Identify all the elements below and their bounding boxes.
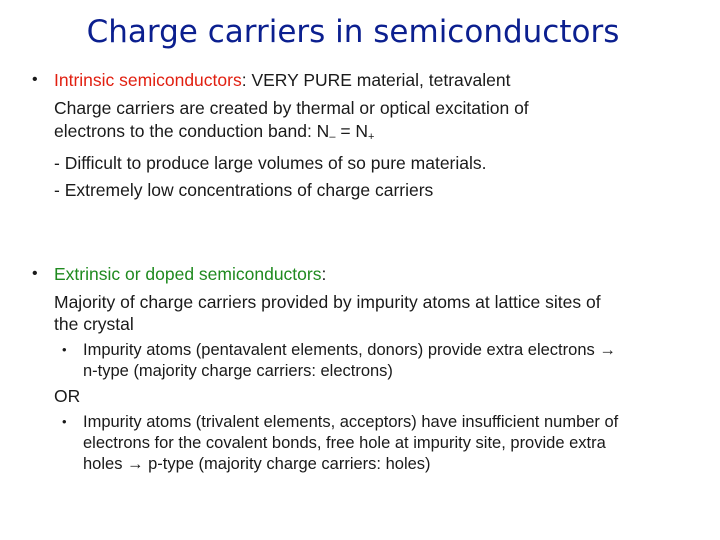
bullet-intrinsic: • <box>32 71 38 88</box>
n-minus-subscript: – <box>329 131 336 143</box>
sub-bullet-acceptors: • <box>62 414 67 429</box>
slide-title: Charge carriers in semiconductors <box>86 14 620 50</box>
acceptors-line-3: holes → p-type (majority charge carriers: holes) <box>83 455 431 473</box>
intrinsic-heading-rest: : VERY PURE material, tetravalent <box>241 70 511 90</box>
extrinsic-heading-line <box>54 264 326 284</box>
sub-bullet-donors: • <box>62 342 67 357</box>
extrinsic-heading: Extrinsic or doped semiconductors <box>54 264 322 284</box>
extrinsic-line-2: Majority of charge carriers provided by impurity atoms at lattice sites of <box>54 292 601 312</box>
or-label: OR <box>54 386 81 406</box>
intrinsic-line-3-mid: = N <box>335 121 369 141</box>
extrinsic-line-3: the crystal <box>54 314 134 334</box>
intrinsic-line-2: Charge carriers are created by thermal or optical excitation of <box>54 98 529 118</box>
donors-line-2: n-type (majority charge carriers: electrons) <box>83 362 393 380</box>
intrinsic-line-3 <box>54 121 374 147</box>
intrinsic-point-1: - Difficult to produce large volumes of so pure materials. <box>54 153 487 173</box>
extrinsic-heading-rest: : <box>321 264 327 284</box>
intrinsic-heading-line <box>54 70 511 90</box>
acceptors-line-2: electrons for the covalent bonds, free hole at impurity site, provide extra <box>83 434 606 452</box>
donors-line-1: Impurity atoms (pentavalent elements, donors) provide extra electrons → <box>83 341 616 359</box>
acceptors-line-1: Impurity atoms (trivalent elements, acceptors) have insufficient number of <box>83 413 619 431</box>
bullet-extrinsic: • <box>32 265 38 282</box>
intrinsic-point-2: - Extremely low concentrations of charge carriers <box>54 180 434 200</box>
n-plus-subscript: + <box>368 131 375 143</box>
intrinsic-line-3-text: electrons to the conduction band: N <box>54 121 330 141</box>
intrinsic-heading: Intrinsic semiconductors <box>54 70 242 90</box>
